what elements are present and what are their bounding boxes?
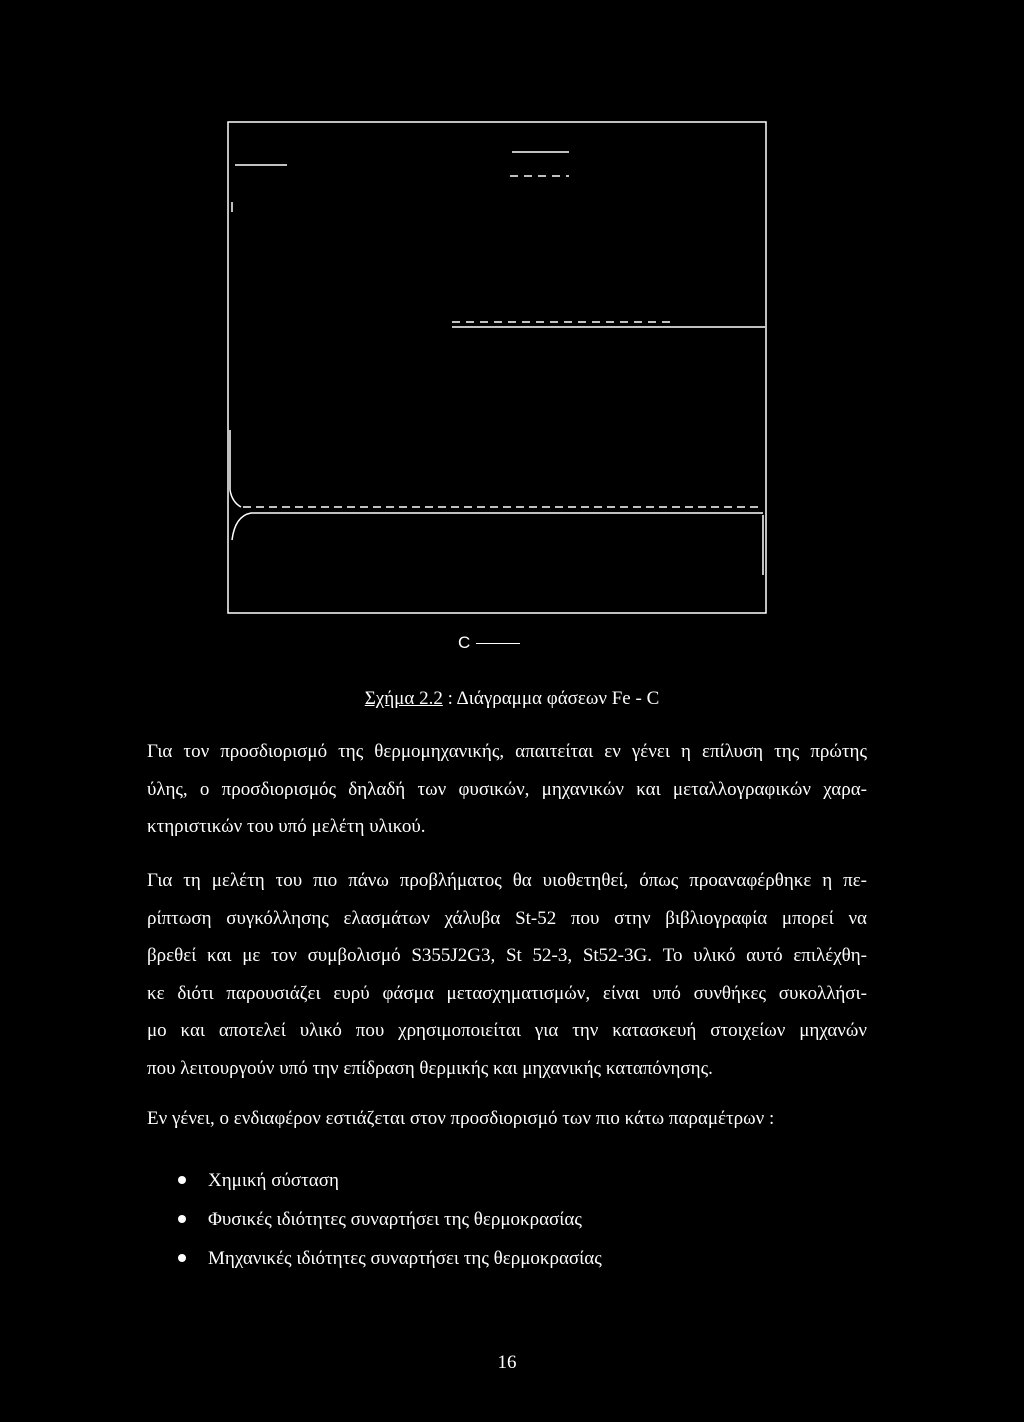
axis-arrow-line: [476, 643, 520, 644]
paragraph-line: ρίπτωση συγκόλλησης ελασμάτων χάλυβα St-52 που στην βιβλιογραφία μπορεί να: [147, 907, 867, 929]
axis-label-text: C: [458, 633, 471, 652]
paragraph-line: που λειτουργούν υπό την επίδραση θερμικής και μηχανικής καταπόνησης.: [147, 1057, 713, 1079]
phase-diagram-figure: [227, 120, 767, 615]
caption-label: Σχήμα 2.2: [364, 688, 443, 709]
figure-caption: [0, 686, 1024, 712]
list-item: [178, 1239, 602, 1278]
list-item-text: Χημική σύσταση: [208, 1170, 339, 1191]
paragraph-line: ύλης, ο προσδιορισμός δηλαδή των φυσικών, μηχανικών και μεταλλογραφικών χαρα-: [147, 778, 867, 800]
list-item-text: Φυσικές ιδιότητες συναρτήσει της θερμοκρασίας: [208, 1209, 582, 1230]
diagram-frame: [228, 122, 766, 613]
paragraph-1: [147, 733, 867, 846]
caption-text: : Διάγραμμα φάσεων Fe - C: [442, 688, 660, 709]
list-item: [178, 1161, 602, 1200]
list-item: [178, 1200, 602, 1239]
diagram-curve: [232, 513, 763, 540]
paragraph-line: Εν γένει, ο ενδιαφέρον εστιάζεται στον προσδιορισμό των πιο κάτω παραμέτρων :: [147, 1108, 775, 1129]
page-number: 16: [497, 1352, 517, 1373]
paragraph-line: βρεθεί και με τον συμβολισμό S355J2G3, St 52-3, St52-3G. Το υλικό αυτό επιλέχθη-: [147, 945, 867, 966]
parameter-list: [178, 1161, 602, 1278]
diagram-curve: [230, 490, 241, 507]
list-item-text: Μηχανικές ιδιότητες συναρτήσει της θερμοκρασίας: [208, 1248, 602, 1269]
paragraph-line: κε διότι παρουσιάζει ευρύ φάσμα μετασχηματισμών, είναι υπό συνθήκες συκολλήσι-: [147, 982, 867, 1004]
paragraph-line: κτηριστικών του υπό μελέτη υλικού.: [147, 816, 426, 837]
paragraph-line: Για τον προσδιορισμό της θερμομηχανικής, απαιτείται εν γένει η επίλυση της πρώτης: [147, 741, 867, 762]
axis-label-carbon: [458, 633, 520, 653]
bullet-icon: [178, 1254, 186, 1262]
paragraph-3: [147, 1100, 867, 1138]
paragraph-line: μο και αποτελεί υλικό που χρησιμοποιείται για την κατασκευή στοιχείων μηχανών: [147, 1020, 867, 1041]
paragraph-line: Για τη μελέτη του πιο πάνω προβλήματος θα υιοθετηθεί, όπως προαναφέρθηκε η πε-: [147, 870, 867, 891]
phase-diagram-lines: [227, 120, 767, 615]
bullet-icon: [178, 1215, 186, 1223]
bullet-icon: [178, 1176, 186, 1184]
paragraph-2: [147, 862, 867, 1087]
